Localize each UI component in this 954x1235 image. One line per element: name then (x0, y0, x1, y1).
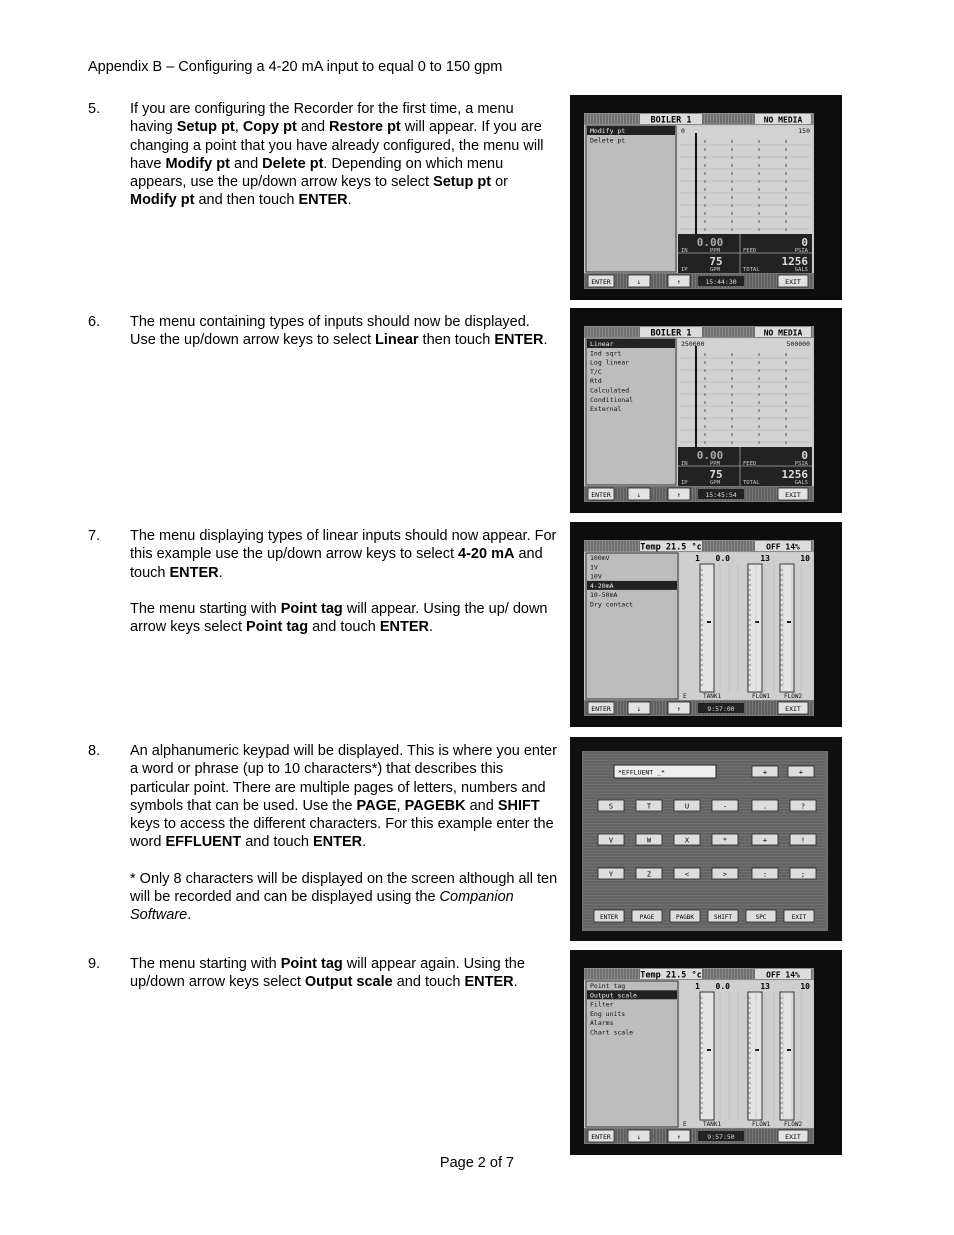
chart-area (678, 339, 812, 447)
key-label: S (608, 802, 614, 811)
up-button-label: ↑ (677, 491, 681, 499)
up-button-label: ↑ (677, 1133, 681, 1141)
p1-value: 0.00 (696, 236, 724, 249)
p1-value: 0.00 (696, 449, 724, 462)
key-label: V (608, 836, 614, 845)
menu-item: Output scale (590, 991, 637, 1000)
step-text: An alphanumeric keypad will be displayed. This is where you enter a word or phrase (up to 10 characters*) that describes this particular point. There are multiple pages of letters, numbers and symbols that can be used. Use the (130, 743, 557, 814)
scale-left: 0 (681, 127, 685, 135)
step-paragraph (130, 600, 558, 637)
step-text: . (428, 619, 434, 636)
menu-item: Modify pt (590, 127, 626, 135)
bar-column (748, 564, 762, 692)
channel-label: 10 (800, 982, 810, 991)
menu-panel (586, 126, 676, 272)
down-button-label: ↓ (637, 491, 641, 499)
scale-left: 250000 (681, 340, 705, 348)
step-text: will appear. Using the up/ down arrow keys select (130, 600, 548, 636)
key-label: ; (800, 870, 806, 879)
step-text: The menu starting with (130, 600, 281, 617)
step-text: Copy pt (242, 119, 297, 136)
step-text: . (347, 192, 352, 209)
step-text: will appear again. Using the up/down arrow keys select (130, 956, 525, 991)
p4-value: 1256 (781, 255, 808, 268)
step-text: and touch (392, 974, 465, 991)
down-button-label: ↓ (637, 278, 641, 286)
step-text: then touch (418, 332, 495, 349)
step-5 (88, 100, 558, 228)
step-text: , (396, 797, 405, 814)
key-label: > (722, 870, 728, 879)
recorder-screen-input-types (570, 308, 842, 513)
p1-sub: PPM (710, 461, 720, 467)
step-text: and (296, 119, 330, 136)
channel-tag: FLOW1 (752, 693, 771, 700)
step-text: PAGEBK (404, 797, 466, 814)
step-text: Setup pt (176, 119, 235, 136)
step-text: and touch (308, 619, 380, 636)
menu-item: 4-20mA (590, 581, 614, 590)
down-button-label: ↓ (637, 705, 641, 713)
channel-tag: E (683, 693, 687, 700)
channel-tag: TANK1 (703, 693, 722, 700)
channel-label: 13 (760, 982, 770, 991)
arrow-key-label: + (798, 768, 804, 777)
step-number: 6. (88, 314, 101, 330)
exit-button-label: EXIT (785, 278, 801, 286)
step-text: . (513, 974, 518, 991)
time-readout: 15:44:30 (705, 278, 737, 286)
key-label: - (722, 802, 728, 811)
p4-label: TOTAL (743, 480, 760, 486)
screen-title: BOILER 1 (650, 115, 692, 126)
time-readout: 9:57:00 (707, 705, 735, 713)
key-label: . (762, 802, 768, 811)
page-footer: Page 2 of 7 (439, 1155, 515, 1171)
channel-tag: FLOW1 (752, 1121, 771, 1128)
screen-title: Temp 21.5 °c (640, 970, 702, 981)
step-paragraph (130, 100, 558, 210)
chart-area (678, 126, 812, 234)
enter-button-label: ENTER (591, 1133, 611, 1141)
recorder-screen-point-menu (570, 950, 842, 1155)
step-8 (88, 742, 558, 943)
p1-unit: IN (681, 248, 688, 254)
key-label: : (762, 870, 768, 879)
step-text: The menu containing types of inputs should now be displayed. Use the up/down arrow keys to select (130, 314, 530, 349)
function-key-label: ENTER (599, 914, 619, 921)
step-text: ENTER (312, 834, 363, 851)
step-text: keys to access the different characters. For this example enter the word (130, 816, 554, 851)
key-label: U (684, 802, 690, 811)
function-key-label: PAGBK (675, 914, 695, 921)
step-number: 8. (88, 743, 101, 759)
exit-button-label: EXIT (785, 491, 801, 499)
step-text: . (218, 564, 223, 581)
step-text: Point tag (280, 600, 343, 617)
time-readout: 9:57:50 (707, 1133, 735, 1141)
menu-item: 1V (590, 563, 598, 572)
step-text: Linear (375, 332, 419, 349)
step-text: will appear. If you are changing a point that you have already configured, the menu will have (130, 119, 544, 172)
key-label: Z (646, 870, 652, 879)
step-text: ENTER (379, 619, 429, 636)
step-text: and (465, 797, 498, 814)
key-label: W (646, 836, 652, 845)
scale-right: 500000 (786, 340, 810, 348)
step-text: * Only 8 characters will be displayed on the screen although all ten will be recorded and can be displayed using the (130, 870, 558, 906)
enter-button-label: ENTER (591, 705, 611, 713)
p4-unit: GALS (794, 267, 808, 273)
step-text: EFFLUENT (165, 834, 242, 851)
step-text: or (491, 174, 508, 191)
screen-status: OFF 14% (766, 542, 800, 552)
menu-item: 100mV (590, 554, 610, 562)
channel-tag: FLOW2 (784, 693, 803, 700)
step-7 (88, 527, 558, 654)
step-text: . (362, 834, 367, 851)
menu-item: Conditional (590, 395, 634, 404)
step-text: Restore pt (329, 119, 401, 136)
step-text: and then touch (194, 192, 299, 209)
step-number: 9. (88, 956, 101, 972)
step-text: ENTER (494, 332, 544, 349)
step-text: ENTER (169, 564, 219, 581)
step-text: If you are configuring the Recorder for the first time, a menu having (130, 101, 514, 136)
step-text: Companion Software (130, 889, 514, 924)
step-text: . (543, 332, 548, 349)
menu-item: Point tag (590, 982, 626, 990)
p2-value: 0 (801, 236, 808, 249)
enter-button-label: ENTER (591, 278, 611, 286)
step-text: , (234, 119, 243, 136)
key-label: T (646, 802, 652, 811)
screen-status: OFF 14% (766, 970, 800, 980)
menu-item: 10V (590, 572, 602, 581)
p1-sub: PPM (710, 248, 720, 254)
step-text: Modify pt (130, 192, 195, 209)
p4-label: TOTAL (743, 267, 760, 273)
recorder-screen-linear-types (570, 522, 842, 727)
menu-item: Log linear (590, 358, 630, 367)
time-readout: 15:45:54 (705, 491, 737, 499)
menu-item: External (590, 405, 622, 414)
up-button-label: ↑ (677, 705, 681, 713)
channel-tag: FLOW2 (784, 1121, 803, 1128)
entry-text: *EFFLUENT _* (618, 768, 665, 777)
function-key-label: PAGE (639, 914, 655, 921)
step-text: Modify pt (165, 155, 230, 172)
key-label: < (684, 870, 690, 879)
channel-label: 10 (800, 554, 810, 563)
menu-item: T/C (590, 367, 602, 376)
step-text: PAGE (356, 797, 397, 814)
step-text: ENTER (298, 192, 348, 209)
menu-item: Calculated (590, 386, 630, 395)
bar-column (700, 564, 714, 692)
step-text: The menu starting with (130, 956, 281, 972)
menu-item: Linear (590, 340, 614, 348)
exit-button-label: EXIT (785, 1133, 801, 1141)
function-key-label: SPC (755, 914, 767, 921)
menu-item: 10-50mA (590, 591, 618, 600)
bar-column (748, 992, 762, 1120)
exit-button-label: EXIT (785, 705, 801, 713)
function-key-label: SHIFT (713, 914, 733, 921)
p3-unit: GPM (710, 480, 720, 486)
p3-prefix: IP (681, 267, 688, 273)
channel-tag: TANK1 (703, 1121, 722, 1128)
channel-label: 13 (760, 554, 770, 563)
step-number: 7. (88, 528, 101, 544)
function-key-label: EXIT (791, 914, 807, 921)
step-text: 4-20 mA (458, 546, 515, 563)
step-paragraph (130, 313, 558, 350)
channel-label: 1 (695, 554, 700, 563)
p3-prefix: IP (681, 480, 688, 486)
down-button-label: ↓ (637, 1133, 641, 1141)
key-label: ? (800, 802, 806, 811)
step-paragraph (130, 742, 558, 852)
page-header: Appendix B – Configuring a 4-20 mA input to equal 0 to 150 gpm (88, 59, 503, 75)
scale-right: 150 (798, 127, 810, 135)
screen-title: BOILER 1 (650, 328, 692, 339)
p4-unit: GALS (794, 480, 808, 486)
channel-label: 0.0 (715, 554, 730, 563)
menu-item: Delete pt (590, 136, 626, 145)
step-text: and (229, 155, 263, 172)
p2-label: FEED (743, 461, 757, 467)
step-text: The menu displaying types of linear inputs should now appear. For this example use the up/down arrow keys to select (130, 528, 557, 563)
step-text: and touch (241, 834, 313, 851)
key-label: * (722, 836, 728, 845)
p2-label: FEED (743, 248, 757, 254)
menu-item: Ind sqrt (590, 349, 622, 358)
menu-item: Dry contact (590, 600, 634, 609)
step-text: . Depending on which menu appears, use the up/down arrow keys to select (130, 155, 504, 191)
up-button-label: ↑ (677, 278, 681, 286)
menu-item: Rtd (590, 377, 602, 386)
step-6 (88, 313, 558, 368)
channel-label: 1 (695, 982, 700, 991)
key-label: Y (608, 870, 614, 879)
p2-unit: PSIA (794, 461, 808, 467)
step-paragraph (130, 870, 558, 925)
menu-item: Filter (590, 1000, 614, 1009)
menu-item: Eng units (590, 1009, 626, 1018)
step-text: . (187, 907, 192, 924)
recorder-keypad-screen (570, 737, 842, 941)
step-text: ENTER (464, 974, 514, 991)
key-label: X (684, 836, 690, 845)
step-text: Point tag (280, 956, 343, 972)
p3-unit: GPM (710, 267, 720, 273)
p3-value: 75 (709, 255, 723, 268)
step-text: Point tag (246, 619, 309, 636)
step-9 (88, 955, 558, 1010)
screen-title: Temp 21.5 °c (640, 542, 702, 553)
recorder-screen-setup-menu (570, 95, 842, 300)
key-label: + (762, 836, 768, 845)
menu-item: Alarms (590, 1019, 614, 1028)
step-paragraph (130, 527, 558, 582)
p2-unit: PSIA (794, 248, 808, 254)
menu-item: Chart scale (590, 1028, 634, 1037)
step-text: SHIFT (497, 797, 540, 814)
enter-button-label: ENTER (591, 491, 611, 499)
p1-unit: IN (681, 461, 688, 467)
channel-tag: E (683, 1121, 687, 1128)
step-text: and touch (130, 546, 543, 581)
bar-column (700, 992, 714, 1120)
screen-status: NO MEDIA (763, 328, 803, 338)
p4-value: 1256 (781, 468, 808, 481)
screen-status: NO MEDIA (763, 115, 803, 125)
p2-value: 0 (801, 449, 808, 462)
step-text: Delete pt (262, 155, 324, 172)
arrow-key-label: + (762, 768, 768, 777)
step-text: Output scale (304, 974, 393, 991)
step-text: Setup pt (433, 174, 492, 191)
p3-value: 75 (709, 468, 723, 481)
step-paragraph (130, 955, 558, 992)
channel-label: 0.0 (715, 982, 730, 991)
step-number: 5. (88, 101, 101, 117)
key-label: ! (800, 836, 806, 845)
